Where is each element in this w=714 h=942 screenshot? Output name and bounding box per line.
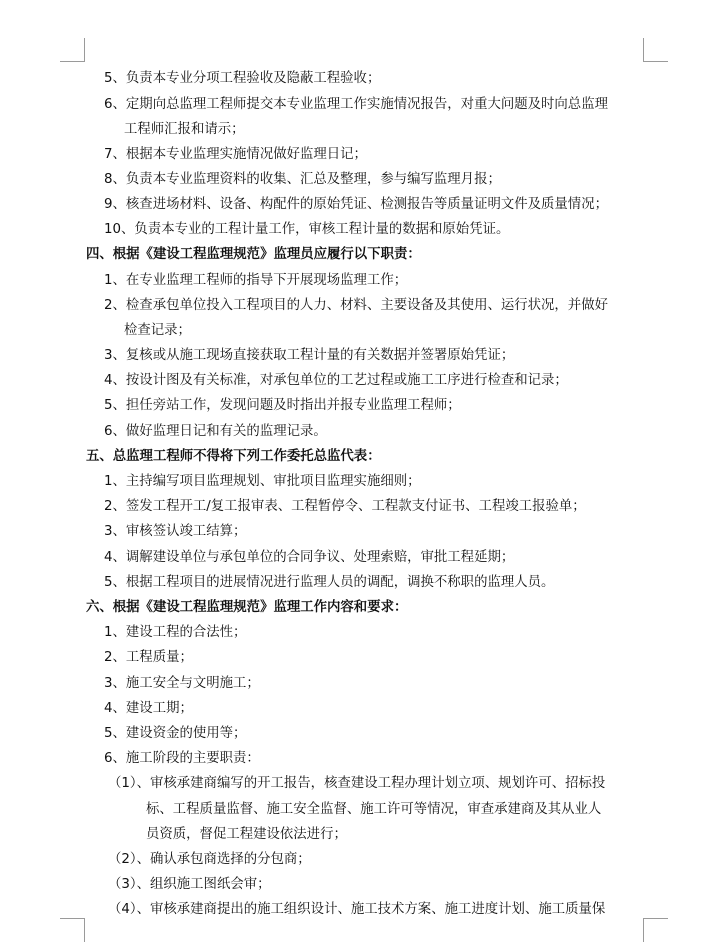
list-item: 3、复核或从施工现场直接获取工程计量的有关数据并签署原始凭证； — [104, 348, 515, 363]
list-item: 6、施工阶段的主要职责： — [104, 751, 260, 766]
list-item: 2、检查承包单位投入工程项目的人力、材料、主要设备及其使用、运行状况，并做好 — [104, 298, 608, 313]
sub-list-item: （4）、审核承建商提出的施工组织设计、施工技术方案、施工进度计划、施工质量保 — [108, 902, 606, 917]
list-item: 2、签发工程开工/复工报审表、工程暂停令、工程款支付证书、工程竣工报验单； — [104, 499, 586, 514]
list-item: 4、建设工期； — [104, 701, 193, 716]
list-item: 5、根据工程项目的进展情况进行监理人员的调配，调换不称职的监理人员。 — [104, 575, 555, 590]
page-corner-mark — [84, 918, 85, 942]
sub-list-item: （1）、审核承建商编写的开工报告，核查建设工程办理计划立项、规划许可、招标投 — [108, 776, 606, 791]
page-corner-mark — [60, 61, 84, 62]
list-item: 1、建设工程的合法性； — [104, 625, 247, 640]
page-corner-mark — [60, 918, 84, 919]
list-item: 3、审核签认竣工结算； — [104, 524, 247, 539]
page-corner-mark — [643, 918, 644, 942]
page-corner-mark — [644, 61, 668, 62]
sub-list-item: （2）、确认承包商选择的分包商； — [108, 852, 311, 867]
list-item: 3、施工安全与文明施工； — [104, 676, 260, 691]
list-item: 1、主持编写项目监理规划、审批项目监理实施细则； — [104, 474, 421, 489]
list-item-continuation: 检查记录； — [124, 323, 191, 338]
list-item: 1、在专业监理工程师的指导下开展现场监理工作； — [104, 273, 408, 288]
page-corner-mark — [84, 38, 85, 62]
section-heading: 四、根据《建设工程监理规范》监理员应履行以下职责： — [86, 247, 421, 262]
list-item: 5、负责本专业分项工程验收及隐蔽工程验收； — [104, 71, 381, 86]
list-item: 5、担任旁站工作，发现问题及时指出并报专业监理工程师； — [104, 398, 461, 413]
page-corner-mark — [644, 918, 668, 919]
list-item: 10、负责本专业的工程计量工作，审核工程计量的数据和原始凭证。 — [104, 222, 510, 237]
list-item: 2、工程质量； — [104, 650, 193, 665]
sub-list-item-continuation: 标、工程质量监督、施工安全监督、施工许可等情况，审查承建商及其从业人 — [146, 802, 602, 817]
list-item: 5、建设资金的使用等； — [104, 726, 247, 741]
list-item: 8、负责本专业监理资料的收集、汇总及整理，参与编写监理月报； — [104, 172, 501, 187]
section-heading: 五、总监理工程师不得将下列工作委托总监代表： — [86, 449, 381, 464]
list-item: 9、核查进场材料、设备、构配件的原始凭证、检测报告等质量证明文件及质量情况； — [104, 197, 608, 212]
section-heading: 六、根据《建设工程监理规范》监理工作内容和要求： — [86, 600, 408, 615]
list-item: 4、按设计图及有关标准，对承包单位的工艺过程或施工工序进行检查和记录； — [104, 373, 568, 388]
page-corner-mark — [643, 38, 644, 62]
list-item-continuation: 工程师汇报和请示； — [124, 122, 245, 137]
sub-list-item-continuation: 员资质，督促工程建设依法进行； — [146, 827, 347, 842]
list-item: 4、调解建设单位与承包单位的合同争议、处理索赔，审批工程延期； — [104, 550, 515, 565]
list-item: 6、定期向总监理工程师提交本专业监理工作实施情况报告，对重大问题及时向总监理 — [104, 97, 608, 112]
sub-list-item: （3）、组织施工图纸会审； — [108, 877, 271, 892]
list-item: 6、做好监理日记和有关的监理记录。 — [104, 424, 327, 439]
list-item: 7、根据本专业监理实施情况做好监理日记； — [104, 147, 367, 162]
